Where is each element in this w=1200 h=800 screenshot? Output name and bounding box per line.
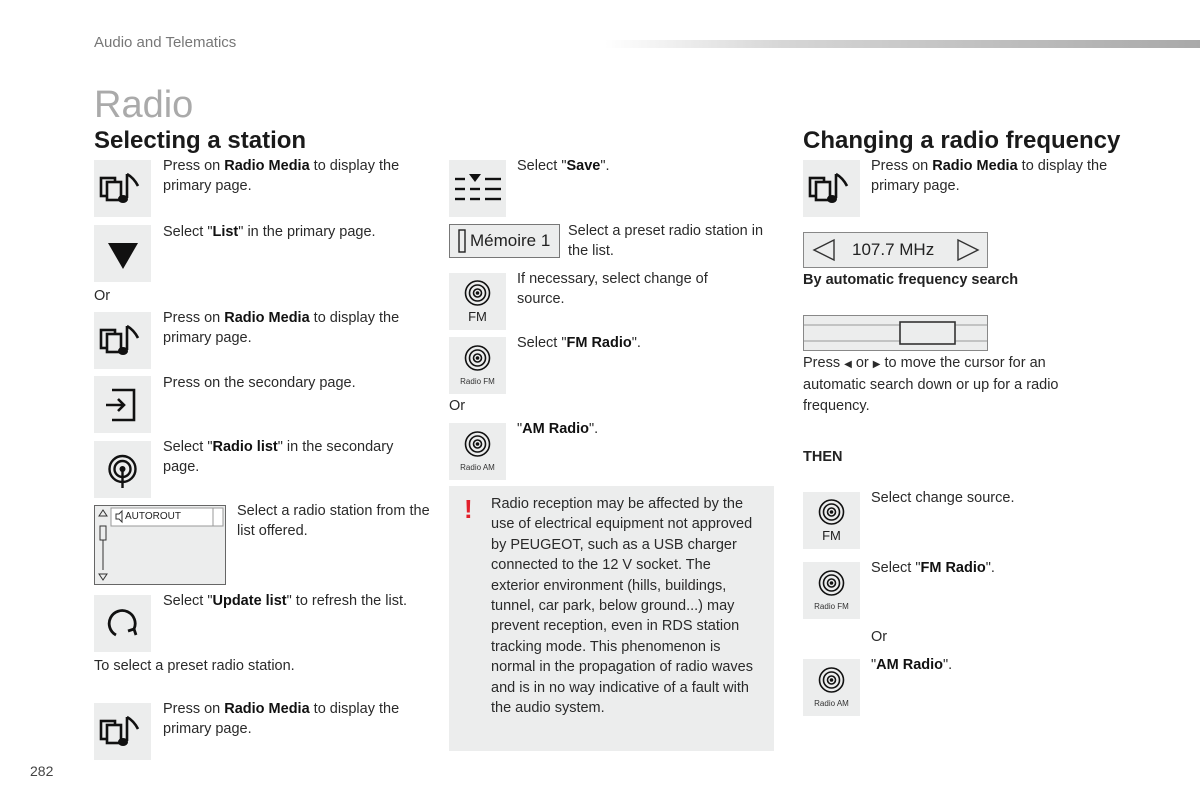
step-update-list: Select "Update list" to refresh the list. [163, 593, 407, 609]
step-select-save: Select "Save". [517, 158, 610, 174]
radio-media-icon [803, 160, 860, 217]
heading-selecting-station: Selecting a station [94, 127, 307, 154]
frequency-slider [803, 315, 988, 351]
cursor-right-icon: ▶ [872, 359, 881, 370]
radio-list-icon [94, 441, 151, 498]
step-radio-media-2: Press on Radio Media to display the primary page. [163, 310, 400, 347]
frequency-down-icon [810, 236, 838, 264]
then-label: THEN [803, 449, 843, 465]
update-list-icon [94, 595, 151, 652]
heading-changing-frequency: Changing a radio frequency [803, 127, 1121, 154]
radio-am-icon [449, 423, 506, 480]
radio-media-icon [94, 160, 151, 217]
fm-label: FM [822, 528, 841, 543]
radio-am-icon [803, 659, 860, 716]
or-label-middle: Or [449, 398, 466, 414]
or-label-right: Or [871, 629, 888, 645]
list-icon [94, 225, 151, 282]
preset-intro: To select a preset radio station. [94, 658, 295, 674]
warning-icon: ! [464, 494, 473, 524]
step-select-fm: Select "FM Radio". [517, 335, 641, 351]
header-rule [605, 40, 1200, 48]
source-fm-icon [803, 492, 860, 549]
warning-text: Radio reception may be affected by the use of electrical equipment not approved by PEUGEOT, such as a USB charger connected to the 12 V socket. The exterior environment (hills, buildings, tunnel, car park, below ground...) may prevent reception, even in RDS station tracking mode. This phenomenon is normal in the propagation of radio waves and is in no way indicative of a fault with the audio system. [491, 496, 753, 717]
fm-label: FM [468, 309, 487, 324]
source-fm-icon [449, 273, 506, 330]
radio-fm-icon [803, 562, 860, 619]
frequency-up-icon [954, 236, 982, 264]
page-number: 282 [30, 763, 54, 779]
memoire-label: Mémoire 1 [470, 231, 551, 250]
step-change-source-right: Select change source. [871, 490, 1015, 506]
radio-media-icon [94, 703, 151, 760]
auto-search-instructions: Press ◀ or ▶ to move the cursor for an automatic search down or up for a radio frequency. [803, 355, 1059, 414]
step-select-station: Select a radio station from the list offered. [237, 503, 430, 540]
step-select-am-right: "AM Radio". [871, 657, 953, 673]
station-list-widget [94, 505, 226, 585]
step-secondary-page: Press on the secondary page. [163, 375, 356, 391]
section-label: Audio and Telematics [94, 34, 237, 51]
page-title: Radio [94, 84, 194, 126]
cursor-left-icon: ◀ [844, 359, 852, 370]
preset-memoire-1 [449, 224, 560, 258]
radio-fm-icon [449, 337, 506, 394]
radio-fm-label: Radio FM [460, 377, 495, 386]
frequency-display [803, 232, 988, 268]
step-select-list: Select "List" in the primary page. [163, 224, 376, 240]
step-radio-media-1: Press on Radio Media to display the primary page. [163, 158, 400, 195]
radio-am-label: Radio AM [814, 699, 849, 708]
radio-media-icon [94, 312, 151, 369]
save-icon [449, 160, 506, 217]
radio-fm-label: Radio FM [814, 602, 849, 611]
step-select-am: "AM Radio". [517, 421, 599, 437]
auto-search-heading: By automatic frequency search [803, 272, 1019, 288]
radio-am-label: Radio AM [460, 463, 495, 472]
step-change-source: If necessary, select change of source. [517, 271, 708, 308]
step-select-preset: Select a preset radio station in the list. [568, 223, 764, 260]
or-label-left: Or [94, 288, 111, 304]
step-select-fm-right: Select "FM Radio". [871, 560, 995, 576]
step-radio-list: Select "Radio list" in the secondary page. [163, 439, 394, 476]
step-radio-media-3: Press on Radio Media to display the primary page. [163, 701, 400, 738]
step-radio-media-right: Press on Radio Media to display the primary page. [871, 158, 1108, 195]
frequency-value: 107.7 MHz [852, 240, 935, 259]
list-widget-station: AUTOROUT [125, 511, 181, 522]
secondary-page-icon [94, 376, 151, 433]
